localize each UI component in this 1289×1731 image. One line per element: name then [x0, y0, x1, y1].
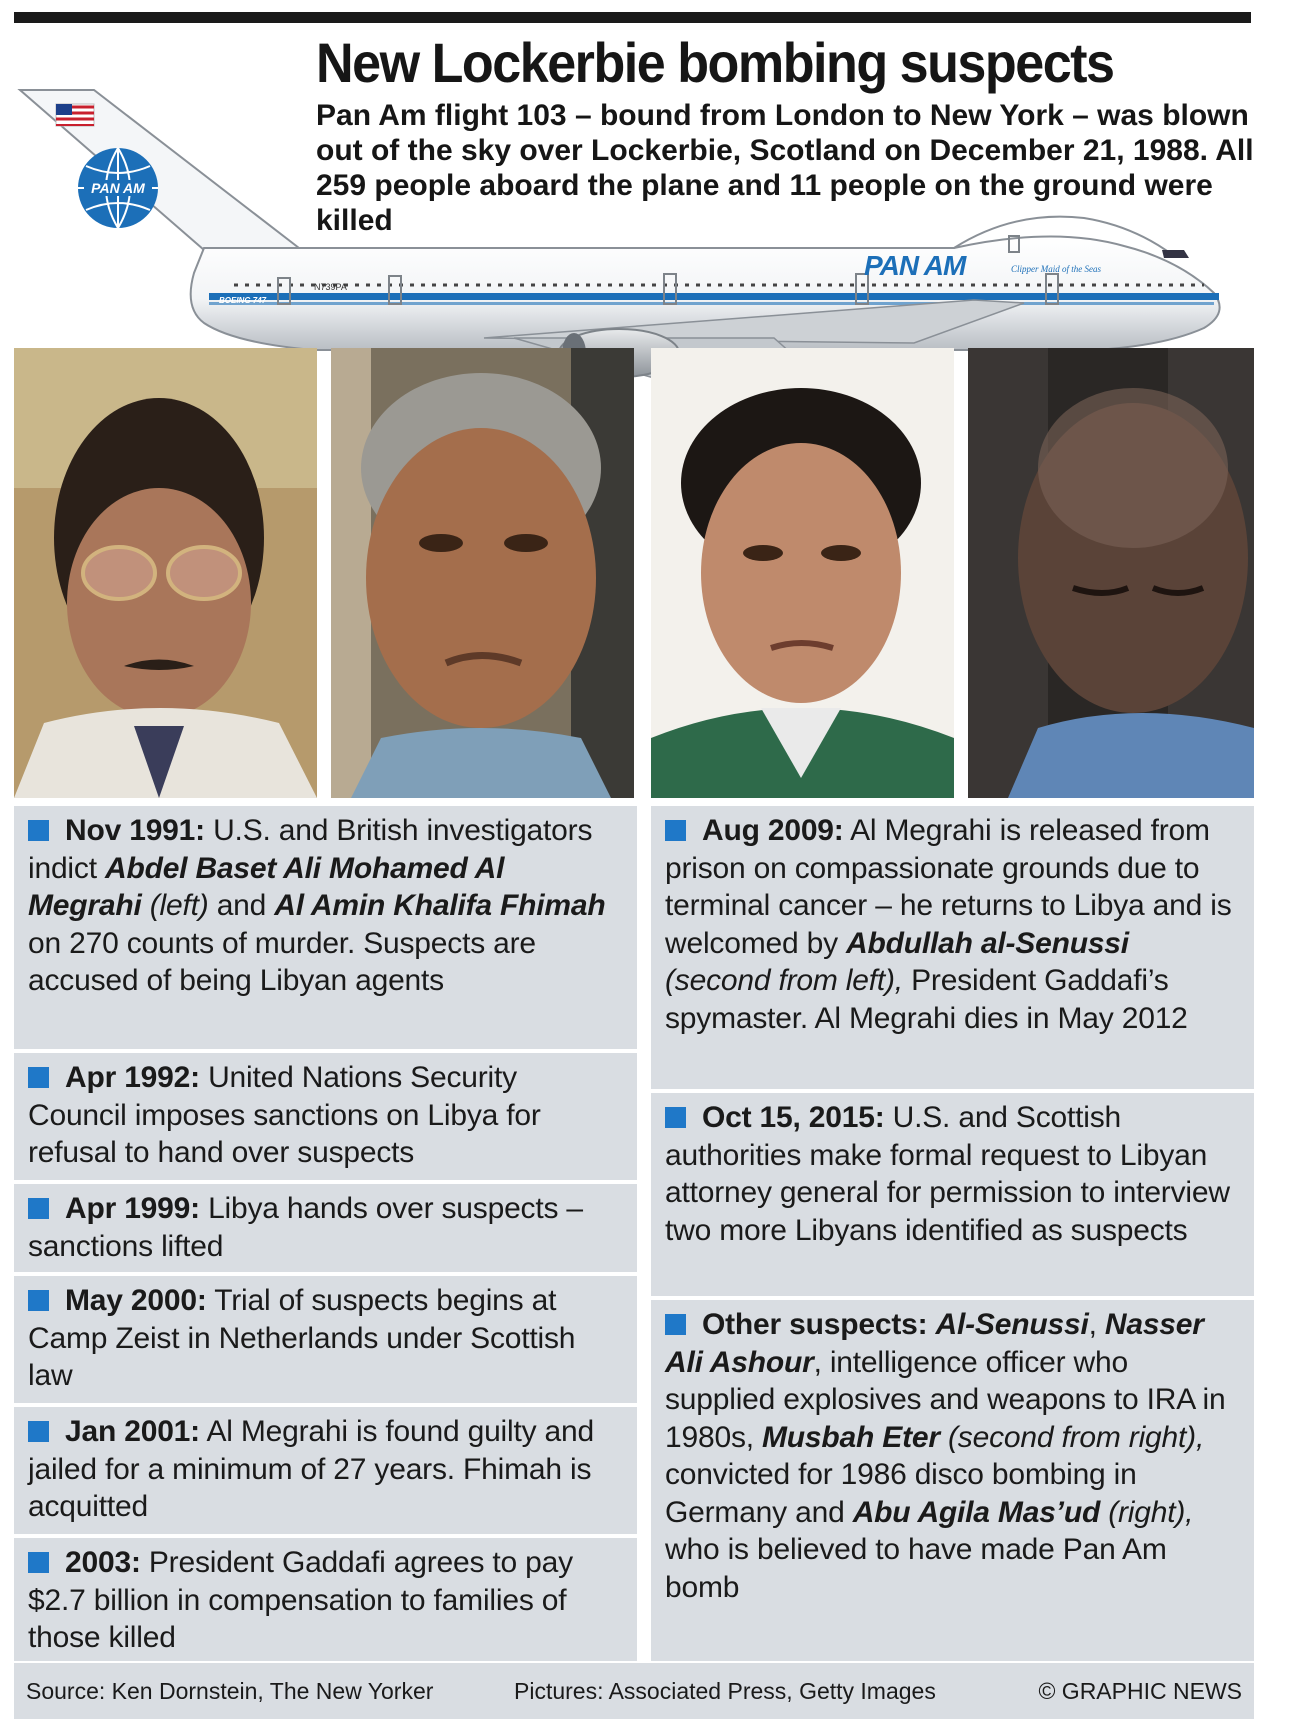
source-credit: Source: Ken Dornstein, The New Yorker — [26, 1678, 434, 1704]
credits-footer — [14, 1663, 1254, 1719]
card-date: Jan 2001: — [65, 1415, 200, 1448]
pictures-credit: Pictures: Associated Press, Getty Images — [514, 1678, 936, 1704]
bullet-square-icon — [28, 1552, 49, 1573]
timeline-card-2003 — [14, 1538, 637, 1661]
suspect-name: Nasser Ali Ashour — [665, 1308, 1204, 1379]
model-text: BOEING 747 — [219, 296, 267, 305]
card-text: U.S. and Scottish authorities make formal request to Libyan attorney general for permission to interview two more Libyans identified as suspects — [665, 1101, 1230, 1247]
suspect-name: Abdullah al-Senussi — [846, 926, 1129, 960]
card-date: Other suspects: — [702, 1308, 928, 1341]
card-text: Trial of suspects begins at Camp Zeist in Netherlands under Scottish law — [28, 1284, 576, 1392]
clipper-name-text: Clipper Maid of the Seas — [1011, 264, 1101, 274]
suspect-name: Al Amin Khalifa Fhimah — [274, 889, 606, 922]
bullet-square-icon — [28, 1067, 49, 1088]
photo-musbah-eter — [651, 348, 954, 798]
registration-text: N739PA — [314, 282, 347, 292]
page-title: New Lockerbie bombing suspects — [316, 31, 1114, 94]
suspect-name: Musbah Eter — [762, 1420, 940, 1454]
photo-al-senussi — [331, 348, 634, 798]
card-date: 2003: — [65, 1546, 141, 1579]
bullet-square-icon — [665, 820, 686, 841]
suspect-name: Abdel Baset Ali Mohamed Al Megrahi — [28, 851, 505, 922]
card-text: United Nations Security Council imposes sanctions on Libya for refusal to hand over suspects — [28, 1061, 541, 1169]
bullet-square-icon — [665, 1314, 686, 1335]
timeline-card-apr-1992 — [14, 1053, 637, 1180]
timeline-card-oct-2015 — [651, 1093, 1254, 1296]
bullet-square-icon — [28, 820, 49, 841]
card-date: Aug 2009: — [702, 814, 844, 847]
bullet-square-icon — [28, 1198, 49, 1219]
timeline-card-aug-2009: Aug 2009: Al Megrahi is released from prison on compassionate grounds due to terminal cancer – he returns to Libya and is welcomed by Abdullah al-Senussi (second from left), President Gaddafi’s spymaster. Al Megrahi dies in May 2012 — [651, 806, 1254, 1089]
photo-abu-agila-masud — [968, 348, 1254, 798]
card-date: May 2000: — [65, 1284, 207, 1317]
photo-al-megrahi — [14, 348, 317, 798]
timeline-card-jan-2001 — [14, 1407, 637, 1534]
card-date: Oct 15, 2015: — [702, 1101, 885, 1134]
suspect-name: Al-Senussi — [935, 1308, 1089, 1341]
timeline-card-apr-1999 — [14, 1184, 637, 1272]
timeline-card-may-2000 — [14, 1276, 637, 1403]
other-suspects-card: Other suspects: Al-Senussi, Nasser Ali Ashour, intelligence officer who supplied explosives and weapons to IRA in 1980s, Musbah Eter (second from right), convicted for 1986 disco bombing in Germany and Abu Agila Mas’ud (right), who is believed to have made Pan Am bomb — [651, 1300, 1254, 1661]
card-text: Libya hands over suspects – sanctions lifted — [28, 1192, 583, 1263]
page-lede: Pan Am flight 103 – bound from London to New York – was blown out of the sky over Lockerbie, Scotland on December 21, 1988. All 259 people aboard the plane and 11 people on the ground were killed — [316, 99, 1254, 237]
bullet-square-icon — [665, 1107, 686, 1128]
top-rule — [14, 12, 1251, 23]
card-date: Apr 1992: — [65, 1061, 200, 1094]
timeline-card-nov-1991: Nov 1991: U.S. and British investigators indict Abdel Baset Ali Mohamed Al Megrahi (left) and Al Amin Khalifa Fhimah on 270 counts of murder. Suspects are accused of being Libyan agents — [14, 806, 637, 1049]
suspect-name: Abu Agila Mas’ud — [852, 1495, 1101, 1529]
copyright-credit: © GRAPHIC NEWS — [1038, 1678, 1242, 1704]
card-date: Apr 1999: — [65, 1192, 200, 1225]
fuselage-logo-text: PAN AM — [864, 250, 966, 281]
card-text: Al Megrahi is found guilty and jailed for a minimum of 27 years. Fhimah is acquitted — [28, 1415, 595, 1523]
bullet-square-icon — [28, 1421, 49, 1442]
bullet-square-icon — [28, 1290, 49, 1311]
card-date: Nov 1991: — [65, 814, 205, 847]
card-text: President Gaddafi agrees to pay $2.7 billion in compensation to families of those killed — [28, 1546, 573, 1654]
tail-logo-text: PAN AM — [91, 180, 145, 196]
